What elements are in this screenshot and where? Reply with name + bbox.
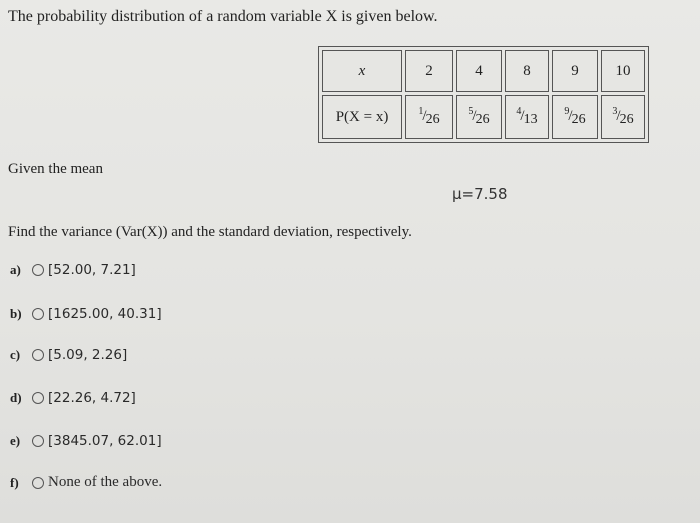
- fraction-numerator: 5: [468, 106, 474, 117]
- fraction: $^3/_{26}$: [612, 106, 634, 127]
- fraction-denominator: 26: [475, 112, 490, 127]
- p-header-cell: P(X = x): [322, 95, 402, 139]
- fraction-denominator: 26: [571, 112, 586, 127]
- probability-cell: [405, 95, 453, 139]
- x-value-cell: 8: [505, 50, 549, 92]
- x-value-cell: 10: [601, 50, 645, 92]
- option-text: None of the above.: [48, 474, 163, 490]
- fraction: $^9/_{26}$: [564, 106, 586, 127]
- mean-value: μ=7.58: [452, 185, 508, 203]
- radio-button[interactable]: [32, 477, 44, 489]
- fraction-numerator: 1: [418, 106, 424, 117]
- option-letter: e): [10, 433, 21, 448]
- fraction: $^4/_{13}$: [516, 106, 538, 127]
- x-value-cell: 2: [405, 50, 453, 92]
- answer-option-e[interactable]: [10, 433, 162, 449]
- probability-cell: [505, 95, 549, 139]
- x-value-cell: 4: [456, 50, 502, 92]
- table-row-x: [322, 50, 645, 92]
- fraction-numerator: 9: [564, 106, 570, 117]
- option-text: [52.00, 7.21]: [48, 262, 136, 278]
- option-text: [22.26, 4.72]: [48, 390, 136, 406]
- answer-option-b[interactable]: [10, 306, 162, 322]
- question-prompt: Find the variance (Var(X)) and the standard deviation, respectively.: [8, 224, 412, 240]
- option-letter: a): [10, 262, 21, 277]
- option-text: [1625.00, 40.31]: [48, 306, 162, 322]
- option-letter: f): [10, 474, 19, 490]
- answer-option-a[interactable]: [10, 262, 136, 278]
- option-letter: c): [10, 347, 21, 362]
- fraction-denominator: 13: [523, 112, 538, 127]
- fraction: $^5/_{26}$: [468, 106, 490, 127]
- option-text: [5.09, 2.26]: [48, 347, 128, 363]
- fraction: $^1/_{26}$: [418, 106, 440, 127]
- radio-button[interactable]: [32, 435, 44, 447]
- radio-button[interactable]: [32, 349, 44, 361]
- probability-cell: [456, 95, 502, 139]
- table-row-probability: [322, 95, 645, 139]
- radio-button[interactable]: [32, 264, 44, 276]
- answer-option-f[interactable]: [10, 474, 162, 491]
- fraction-denominator: 26: [425, 112, 440, 127]
- option-letter: d): [10, 390, 22, 405]
- probability-cell: [601, 95, 645, 139]
- probability-cell: [552, 95, 598, 139]
- option-text: [3845.07, 62.01]: [48, 433, 162, 449]
- x-value-cell: 9: [552, 50, 598, 92]
- answer-option-d[interactable]: [10, 390, 136, 406]
- answer-option-c[interactable]: [10, 347, 127, 363]
- fraction-numerator: 3: [612, 106, 618, 117]
- given-mean-label: Given the mean: [8, 161, 103, 177]
- fraction-numerator: 4: [516, 106, 522, 117]
- probability-table: [318, 46, 649, 143]
- option-letter: b): [10, 306, 22, 321]
- radio-button[interactable]: [32, 308, 44, 320]
- x-header-cell: [322, 50, 402, 92]
- question-intro: The probability distribution of a random variable X is given below.: [8, 8, 438, 25]
- radio-button[interactable]: [32, 392, 44, 404]
- x-header-label: x: [358, 62, 366, 79]
- fraction-denominator: 26: [619, 112, 634, 127]
